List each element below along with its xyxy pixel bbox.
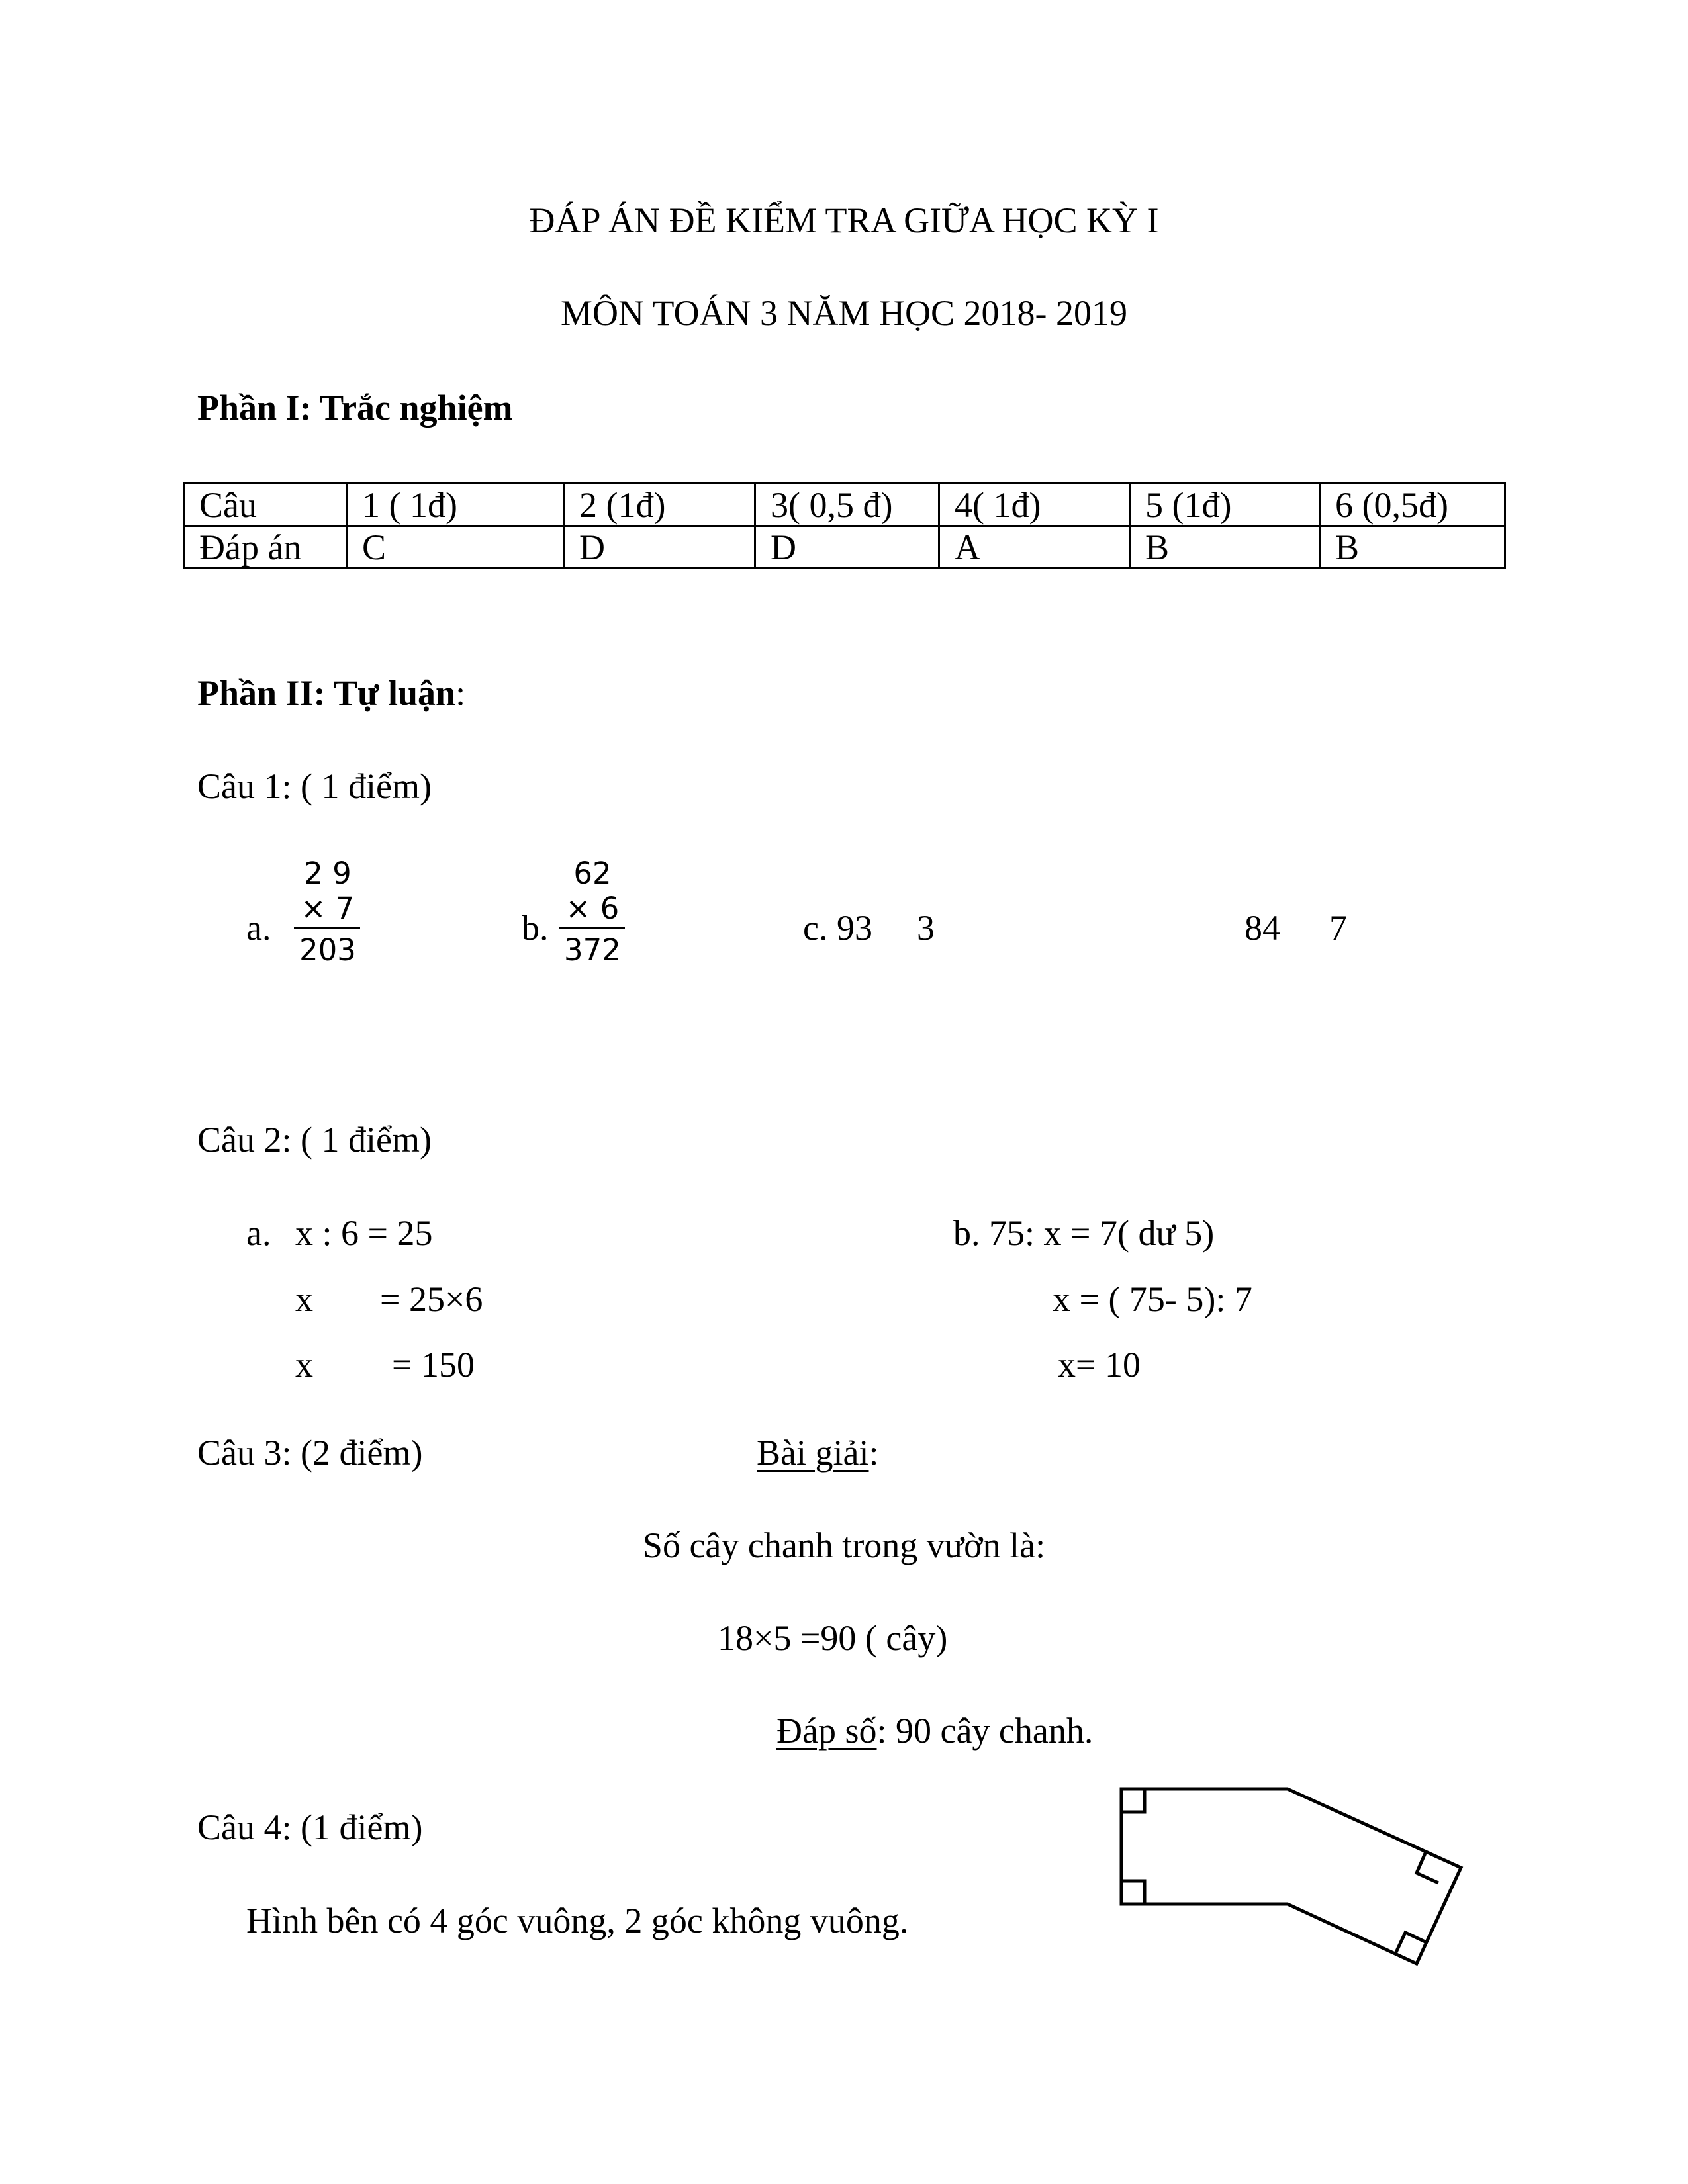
q1-d-dividend: 84 bbox=[1244, 908, 1280, 948]
q1-a-mult: × 7 bbox=[301, 891, 355, 926]
q3-line-2: 18×5 =90 ( cây) bbox=[718, 1618, 948, 1658]
question-4-title: Câu 4: (1 điểm) bbox=[197, 1807, 423, 1847]
part-2-heading-text: Phần II: Tự luận bbox=[197, 673, 456, 713]
q1-b-mult: × 6 bbox=[565, 891, 620, 926]
q1-a-top: 2 9 bbox=[304, 856, 352, 891]
q1-a-result: 203 bbox=[299, 933, 356, 968]
table-cell: 3( 0,5 đ) bbox=[755, 484, 939, 526]
q1-c-label: c. 93 bbox=[803, 908, 872, 948]
q3-answer-label: Đáp số bbox=[776, 1711, 877, 1751]
q4-right-angle-mark bbox=[1121, 1789, 1145, 1812]
q2-a-line-2-eq: = 25×6 bbox=[380, 1279, 483, 1319]
q2-a-line-2-x: x bbox=[295, 1279, 313, 1319]
q1-a-label: a. bbox=[246, 908, 271, 948]
q1-b-label: b. bbox=[522, 908, 549, 948]
title-line-2: MÔN TOÁN 3 NĂM HỌC 2018- 2019 bbox=[560, 293, 1128, 333]
q3-solution-colon: : bbox=[868, 1433, 879, 1473]
table-cell: Câu bbox=[184, 484, 347, 526]
table-cell: 6 (0,5đ) bbox=[1320, 484, 1505, 526]
part-1-heading: Phần I: Trắc nghiệm bbox=[197, 388, 513, 428]
table-cell: 5 (1đ) bbox=[1130, 484, 1320, 526]
q2-b-line-2: x = ( 75- 5): 7 bbox=[1053, 1279, 1252, 1319]
q2-a-line-3-eq: = 150 bbox=[392, 1345, 475, 1385]
q1-d-divisor: 7 bbox=[1329, 908, 1347, 948]
table-cell: 2 (1đ) bbox=[564, 484, 755, 526]
q4-hexagon-shape bbox=[1121, 1789, 1461, 1964]
table-cell: B bbox=[1130, 526, 1320, 569]
title-line-1: ĐÁP ÁN ĐỀ KIỂM TRA GIỮA HỌC KỲ I bbox=[529, 201, 1159, 240]
table-cell: D bbox=[755, 526, 939, 569]
q2-b-line-3: x= 10 bbox=[1058, 1345, 1141, 1385]
table-cell: B bbox=[1320, 526, 1505, 569]
q2-a-line-3-x: x bbox=[295, 1345, 313, 1385]
q1-c-divisor: 3 bbox=[917, 908, 935, 948]
q2-a-label: a. bbox=[246, 1213, 271, 1253]
table-cell: C bbox=[347, 526, 564, 569]
question-2-title: Câu 2: ( 1 điểm) bbox=[197, 1120, 432, 1160]
q4-right-angle-mark bbox=[1121, 1881, 1145, 1904]
table-cell: 1 ( 1đ) bbox=[347, 484, 564, 526]
q1-b-top: 62 bbox=[573, 856, 612, 891]
q4-text: Hình bên có 4 góc vuông, 2 góc không vuông. bbox=[246, 1901, 909, 1940]
q2-a-line-1: x : 6 = 25 bbox=[295, 1213, 433, 1253]
q1-b-result: 372 bbox=[564, 933, 621, 968]
table-cell: A bbox=[939, 526, 1130, 569]
q3-answer-value: : 90 cây chanh. bbox=[876, 1711, 1094, 1751]
question-3-title: Câu 3: (2 điểm) bbox=[197, 1433, 423, 1473]
q2-b-line-1: b. 75: x = 7( dư 5) bbox=[953, 1213, 1215, 1253]
q3-solution-label: Bài giải bbox=[757, 1433, 869, 1473]
q3-line-1: Số cây chanh trong vườn là: bbox=[642, 1525, 1046, 1565]
question-1-title: Câu 1: ( 1 điểm) bbox=[197, 766, 432, 806]
table-cell: Đáp án bbox=[184, 526, 347, 569]
table-cell: D bbox=[564, 526, 755, 569]
part-2-heading-colon: : bbox=[455, 673, 466, 713]
table-cell: 4( 1đ) bbox=[939, 484, 1130, 526]
